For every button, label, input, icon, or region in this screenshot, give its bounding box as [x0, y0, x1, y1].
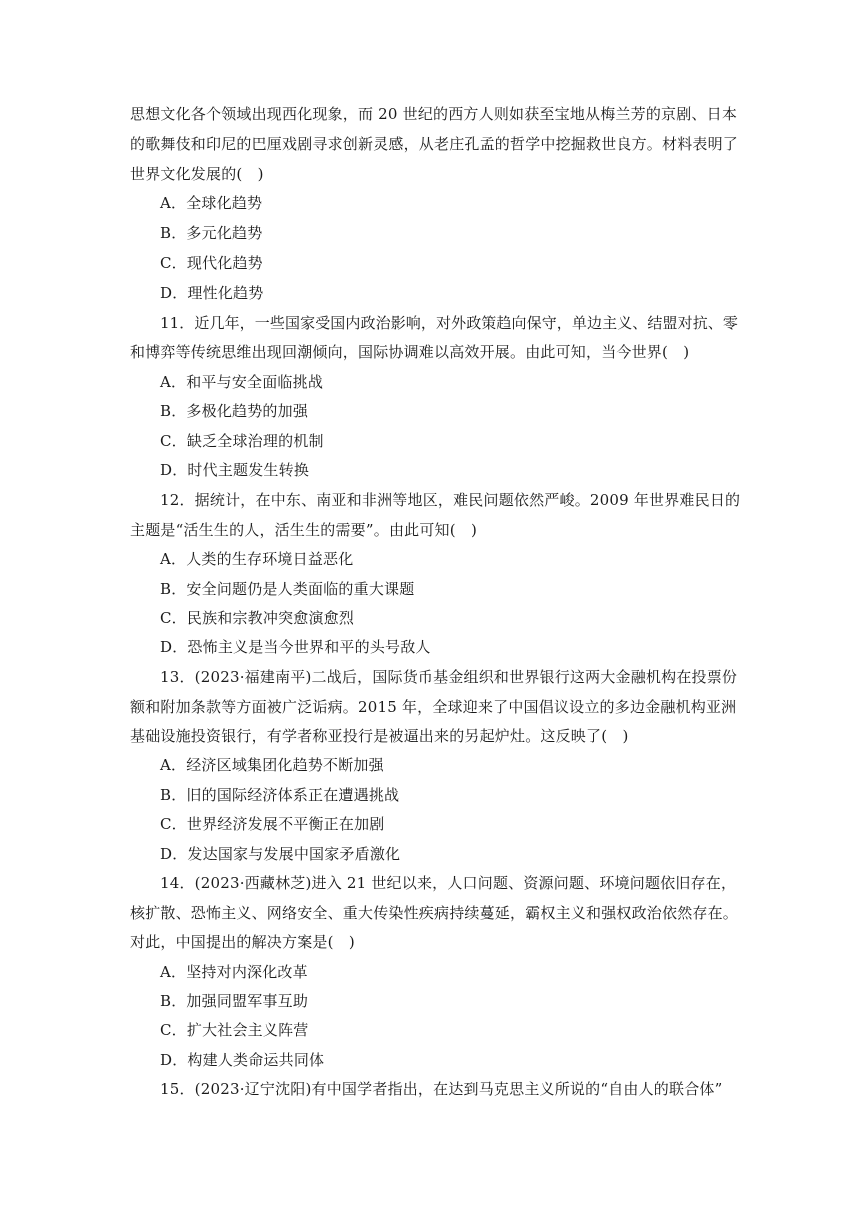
question-10-option-b: B．多元化趋势: [160, 224, 263, 242]
question-10-option-d: D．理性化趋势: [160, 284, 264, 302]
question-10-option-a: A．全球化趋势: [160, 194, 263, 212]
question-10-text-line-1: 思想文化各个领域出现西化现象，而 20 世纪的西方人则如获至宝地从梅兰芳的京剧、日本: [130, 105, 738, 123]
question-13-option-d: D．发达国家与发展中国家矛盾激化: [160, 845, 401, 863]
question-10-text-line-3: 世界文化发展的( ): [130, 165, 264, 183]
question-12-option-c: C．民族和宗教冲突愈演愈烈: [160, 609, 355, 627]
question-11-option-a: A．和平与安全面临挑战: [160, 373, 324, 391]
question-10-option-c: C．现代化趋势: [160, 254, 263, 272]
question-14-option-a: A．坚持对内深化改革: [160, 963, 308, 981]
question-12-option-d: D．恐怖主义是当今世界和平的头号敌人: [160, 638, 431, 656]
question-10-text-line-2: 的歌舞伎和印尼的巴厘戏剧寻求创新灵感，从老庄孔孟的哲学中挖掘救世良方。材料表明了: [130, 135, 739, 153]
question-12-option-a: A．人类的生存环境日益恶化: [160, 550, 354, 568]
question-12-text-line-1: 12．据统计，在中东、南亚和非洲等地区，难民问题依然严峻。2009 年世界难民日的: [160, 491, 741, 509]
question-13-option-a: A．经济区域集团化趋势不断加强: [160, 756, 384, 774]
question-13-text-line-1: 13．(2023·福建南平)二战后，国际货币基金组织和世界银行这两大金融机构在投票份: [160, 668, 738, 686]
question-13-text-line-3: 基础设施投资银行，有学者称亚投行是被逼出来的另起炉灶。这反映了( ): [130, 727, 629, 745]
question-13-option-c: C．世界经济发展不平衡正在加剧: [160, 815, 385, 833]
question-14-text-line-1: 14．(2023·西藏林芝)进入 21 世纪以来，人口问题、资源问题、环境问题依旧存在，: [160, 874, 737, 892]
question-12-text-line-2: 主题是“活生生的人，活生生的需要”。由此可知( ): [130, 521, 478, 539]
question-14-text-line-2: 核扩散、恐怖主义、网络安全、重大传染性疾病持续蔓延，霸权主义和强权政治依然存在。: [130, 904, 739, 922]
question-11-option-b: B．多极化趋势的加强: [160, 402, 309, 420]
question-11-text-line-2: 和博弈等传统思维出现回潮倾向，国际协调难以高效开展。由此可知，当今世界( ): [130, 343, 690, 361]
question-14-option-c: C．扩大社会主义阵营: [160, 1021, 309, 1039]
question-13-text-line-2: 额和附加条款等方面被广泛诟病。2015 年，全球迎来了中国倡议设立的多边金融机构亚洲: [130, 698, 737, 716]
question-14-option-d: D．构建人类命运共同体: [160, 1051, 325, 1069]
question-12-option-b: B．安全问题仍是人类面临的重大课题: [160, 580, 415, 598]
question-13-option-b: B．旧的国际经济体系正在遭遇挑战: [160, 786, 400, 804]
question-14-option-b: B．加强同盟军事互助: [160, 992, 309, 1010]
question-14-text-line-3: 对此，中国提出的解决方案是( ): [130, 933, 355, 951]
question-15-text-line-1: 15．(2023·辽宁沈阳)有中国学者指出，在达到马克思主义所说的“自由人的联合体”: [160, 1080, 723, 1098]
question-11-option-d: D．时代主题发生转换: [160, 461, 310, 479]
question-11-option-c: C．缺乏全球治理的机制: [160, 432, 324, 450]
question-11-text-line-1: 11．近几年，一些国家受国内政治影响，对外政策趋向保守，单边主义、结盟对抗、零: [160, 314, 738, 332]
